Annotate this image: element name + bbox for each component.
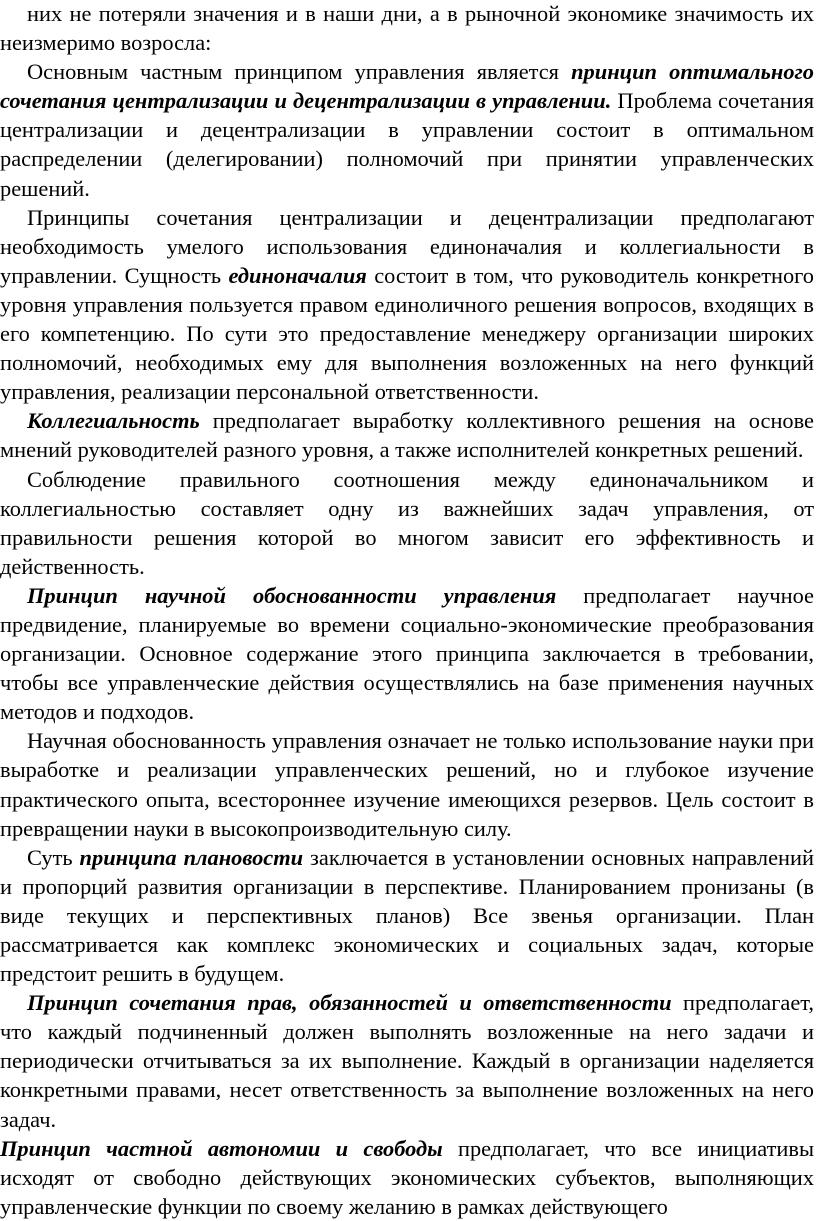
paragraph bbox=[0, 988, 814, 1133]
text-segment: Принципы сочетания централизации и децентрализации предполагают необходимость умелого использования единоначалия и коллегиальности в управлении. Сущность bbox=[0, 204, 814, 288]
emphasized-term: единоначалия bbox=[228, 262, 367, 288]
paragraph bbox=[0, 203, 814, 407]
text-segment: Суть bbox=[27, 844, 80, 870]
paragraph bbox=[0, 581, 814, 726]
emphasized-term: принцип оптимального сочетания централизации и децентрализации в управлении. bbox=[0, 59, 814, 114]
text-segment: Основным частным принципом управления является bbox=[27, 59, 572, 85]
paragraph bbox=[0, 726, 814, 842]
text-segment: заключается в установлении основных направлений и пропорций развития организации в перспективе. Планированием пронизаны (в виде текущих и перспективных планов) Все звенья организации. План рассматривается как комплекс экономических и социальных задач, которые предстоит решить в будущем. bbox=[0, 844, 814, 987]
emphasized-term: принципа плановости bbox=[79, 844, 304, 870]
paragraph bbox=[0, 0, 814, 57]
text-segment: предполагает, что все инициативы исходят от свободно действующих экономических субъектов, выполняющих управленческие функции по своему желанию в рамках действующего bbox=[0, 1135, 815, 1219]
paragraph bbox=[0, 1134, 814, 1221]
paragraph bbox=[0, 843, 814, 988]
text-segment: них не потеряли значения и в наши дни, а в рыночной экономике значимость их неизмеримо возросла: bbox=[0, 1, 814, 56]
text-segment: Научная обоснованность управления означает не только использование науки при выработке и реализации управленческих решений, но и глубокое изучение практического опыта, всестороннее изучение имеющихся резервов. Цель состоит в превращении науки в высокопроизводительную силу. bbox=[0, 728, 814, 841]
paragraph bbox=[0, 57, 814, 202]
emphasized-term: Коллегиальность bbox=[27, 408, 200, 434]
text-segment: состоит в том, что руководитель конкретного уровня управления пользуется правом единоличного решения вопросов, входящих в его компетенцию. По сути это предоставление менеджеру организации широких полномочий, необходимых ему для выполнения возложенных на него функций управления, реализации персональной ответственности. bbox=[0, 262, 814, 405]
paragraph bbox=[0, 465, 814, 581]
text-segment: Соблюдение правильного соотношения между единоначальником и коллегиальностью составляет одну из важнейших задач управления, от правильности решения которой во многом зависит его эффективность и действенность. bbox=[0, 466, 814, 579]
paragraph bbox=[0, 406, 814, 464]
emphasized-term: Принцип сочетания прав, обязанностей и ответственности bbox=[27, 990, 672, 1016]
text-segment: предполагает, что каждый подчиненный должен выполнять возложенные на него задачи и периодически отчитываться за их выполнение. Каждый в организации наделяется конкретными правами, несет ответственность за выполнение возложенных на него задач. bbox=[0, 990, 815, 1132]
text-segment: предполагает выработку коллективного решения на основе мнений руководителей разного уровня, а также исполнителей конкретных решений. bbox=[0, 408, 814, 463]
emphasized-term: Принцип частной автономии и свободы bbox=[0, 1135, 443, 1161]
emphasized-term: Принцип научной обоснованности управления bbox=[27, 582, 557, 608]
text-segment: Проблема сочетания централизации и децентрализации в управлении состоит в оптимальном распределении (делегировании) полномочий при принятии управленческих решений. bbox=[0, 88, 814, 201]
text-segment: предполагает научное предвидение, планируемые во времени социально-экономические преобразования организации. Основное содержание этого принципа заключается в требовании, чтобы все управленческие действия осуществлялись на базе применения научных методов и подходов. bbox=[0, 582, 814, 725]
